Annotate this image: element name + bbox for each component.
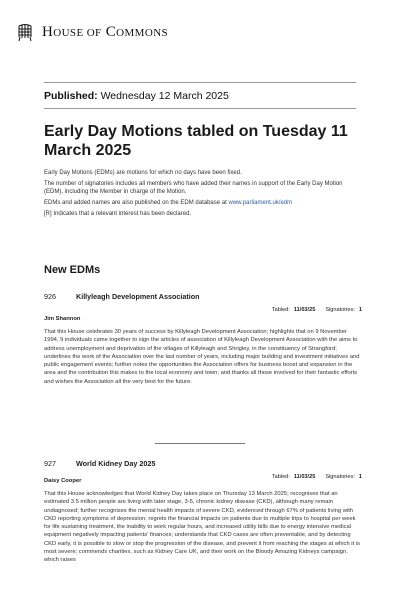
- edm-body: That this House acknowledges that World Kidney Day takes place on Thursday 13 March 2025; recognises that an estimated 3.5 million people are living with later stage, 3-5, chronic kidney disease (CKD), although many remain undiagnosed; further recognises the mental health impacts of severe CKD, evidenced through 67% of patients living with CKD reporting symptoms of depression; regrets the financial impacts on patients due to multiple trips to hospital per week for life sustaining treatment, the inability to work regular hours, and increased utility bills due to energy intensive medical equipment negatively impacting patients' finances; understands that CKD cases are often preventable, and by detecting CKD early, it is possible to slow or stop the progression of the disease, and prevent it from reaching the stages at which it is most severe; commends charities, such as Kidney Care UK, and their work on the Bloody Amazing Kidneys campaign, which raises: [44, 491, 360, 564]
- edm-title: Killyleagh Development Association: [76, 292, 200, 301]
- edm-database-link[interactable]: www.parliament.uk/edm: [228, 200, 293, 206]
- edm-sponsor: Jim Shannon: [44, 316, 81, 322]
- top-rule: [44, 82, 356, 83]
- tabled-label: Tabled:: [271, 474, 290, 480]
- signatories-label: Signatories:: [325, 307, 355, 313]
- mid-rule: [44, 108, 356, 109]
- signatories-count: 1: [358, 307, 362, 313]
- tabled-date: 11/03/25: [293, 474, 316, 480]
- org-name: HOUSE OF COMMONS: [42, 23, 169, 40]
- tabled-date: 11/03/25: [293, 307, 316, 313]
- edm-sponsor: Daisy Cooper: [44, 478, 82, 484]
- edm-item: [44, 292, 362, 386]
- edm-number: 926: [44, 292, 56, 301]
- intro-paragraph: EDMs and added names are also published on the EDM database at www.parliament.uk/edm: [44, 200, 293, 206]
- published-label: Published:: [44, 90, 98, 102]
- edm-body: That this House celebrates 30 years of success by Killyleagh Development Association; highlights that on 9 November 1994, 9 individuals came together to sign the articles of association of Killyleagh Development Association with the aims to address unemployment and deprivation of the villages of Killyleagh and Shrigley, in the constituency of Strangford; underlines the work of the Association over the last number of years, including major building and investment initiatives and public engagement events; further notes the opportunities the Association offers for business boost and expansion in the area and the contribution this makes to the local economy and town; and thanks all those involved for their fantastic efforts and wishes the Association all the very best for the future.: [44, 329, 360, 385]
- tabled-label: Tabled:: [271, 307, 290, 313]
- edm-title: World Kidney Day 2025: [76, 459, 156, 468]
- page-title: Early Day Motions tabled on Tuesday 11 March 2025: [44, 123, 348, 159]
- signatories-label: Signatories:: [325, 474, 355, 480]
- intro-paragraph: Early Day Motions (EDMs) are motions for which no days have been fixed.: [44, 170, 242, 176]
- intro-paragraph: [R] Indicates that a relevant interest has been declared.: [44, 210, 192, 217]
- published-date: Wednesday 12 March 2025: [97, 90, 229, 102]
- edm-divider: [155, 443, 245, 444]
- intro-text: [44, 169, 362, 221]
- portcullis-icon: [16, 22, 34, 42]
- signatories-count: 1: [358, 474, 362, 480]
- section-heading: New EDMs: [44, 264, 101, 276]
- edm-number: 927: [44, 459, 56, 468]
- header: [16, 22, 168, 42]
- published-line: [44, 90, 229, 102]
- intro-paragraph: The number of signatories includes all members who have added their names in support of the Early Day Motion (EDM), including the Member in charge of the Motion.: [44, 180, 343, 196]
- edm-item: [44, 459, 362, 565]
